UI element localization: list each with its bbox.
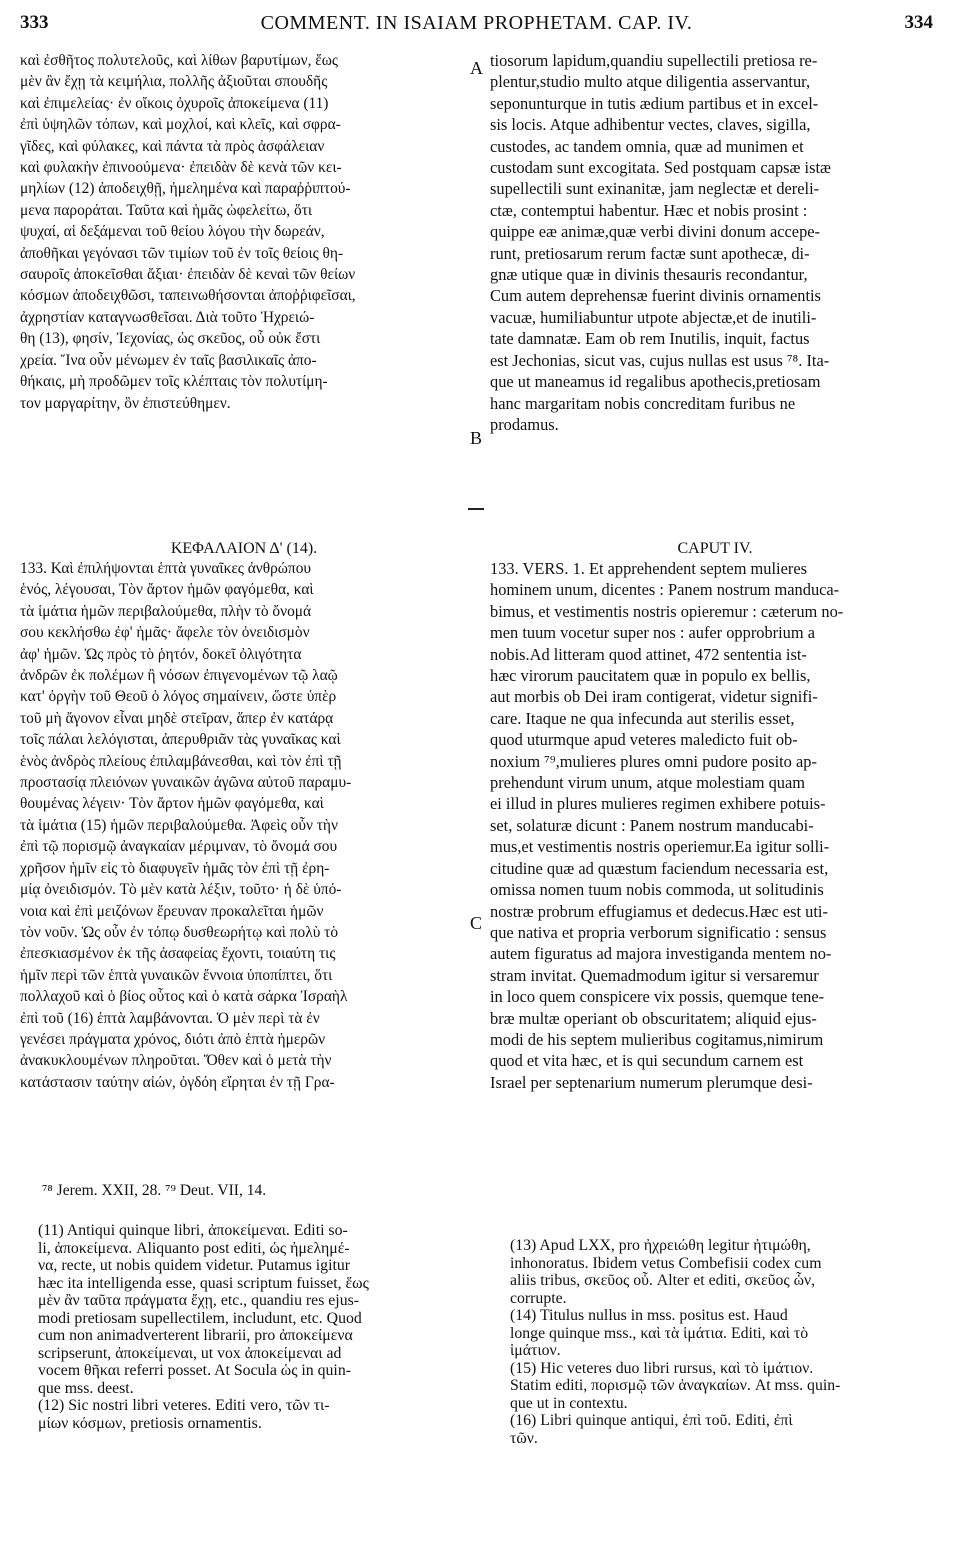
text-line: men tuum vocetur super nos : aufer opprobrium a [490,623,815,643]
text-line: corrupte. [510,1289,567,1307]
text-line: est Jechonias, sicut vas, cujus nullas est usus ⁷⁸. Ita- [490,350,830,370]
margin-letter-c: C [470,913,483,933]
text-line: vocem θῆκαι referri posset. At Socula ὡς in quin- [38,1362,351,1379]
text-line: li, ἀποκείμενα. Aliquanto post editi, ὡς ἠμελημέ- [38,1239,350,1257]
text-line: καὶ ἐσθῆτος πολυτελοῦς, καὶ λίθων βαρυτίμων, ἕως [20,52,338,69]
text-line: (12) Sic nostri libri veteres. Editi vero, τῶν τι- [38,1397,330,1414]
text-line: (16) Libri quinque antiqui, ἐπὶ τοῦ. Editi, ἐπὶ [510,1412,793,1429]
text-line: que nativa et propria verborum significatio : sensus [490,922,827,942]
text-line: (11) Antiqui quinque libri, ἀποκείμεναι. Editi so- [38,1222,348,1239]
text-line: Statim editi, πορισμῷ τῶν ἀναγκαίων. At mss. quin- [510,1377,841,1394]
text-line: μενα παροράται. Ταῦτα καὶ ἡμᾶς ὠφελείτω, ὅτι [20,201,313,219]
text-line: in loco quem conspicere vix possis, quemque tene- [490,987,825,1007]
text-line: modi de his septem mulieribus cogitamus,nimirum [490,1029,824,1049]
text-line: hæc virorum paucitatem quæ in populo ex bellis, [490,666,811,686]
text-line: ἐπὶ τῷ πορισμῷ ἀναγκαίαν μέριμναν, τὸ ὄνομά σου [20,838,338,856]
text-line: τοῖς πάλαι λελόγισται, ἀπερυθριᾶν τὰς γυναῖκας καὶ [20,731,341,749]
text-line: que mss. deest. [38,1379,134,1397]
text-line: ctæ, contemptui habentur. Hæc et nobis prosint : [490,200,808,220]
text-line: modi pretiosam supellectilem, includunt, etc. Quod [38,1309,362,1327]
text-line: nostræ probrum effugiamus et dedecus.Hæc est uti- [490,901,828,921]
text-line: σαυροῖς ἀποκεῖσθαι ἄξιαι· ἐπειδὰν δὲ κεναὶ τῶν θείων [20,266,356,284]
greek-chapter-heading: ΚΕΦΑΛΑΙΟΝ Δ' (14). [170,540,318,557]
text-line: ei illud in plures mulieres regimen exhibere potuis- [490,794,826,814]
text-line: τον μαργαρίτην, ὃν ἐπιστεύθημεν. [20,394,231,412]
text-line: gnæ utique quæ in divinis thesauris recondantur, [490,265,808,285]
section-divider [468,508,484,510]
text-line: prehendunt virum unum, atque molestiam quam [490,773,805,793]
text-line: prodamus. [490,414,559,434]
text-line: supellectili sunt exinanitæ, jam neglectæ et dereli- [490,179,820,199]
text-line: γενέσει πράγματα χρόνος, διότι ἀπὸ ἑπτὰ ἡμερῶν [20,1030,326,1048]
notes-left-column [38,1222,458,1432]
text-line: μὲν ἂν ταῦτα πράγματα ἔχῃ, etc., quandiu res ejus- [38,1292,359,1309]
running-header [20,12,933,40]
text-line: tiosorum lapidum,quandiu supellectili pretiosa re- [490,51,818,70]
text-line: 133. VERS. 1. Et apprehendent septem mulieres [490,559,807,578]
text-line: ἑνός, λέγουσαι, Τὸν ἄρτον ἡμῶν φαγόμεθα, καὶ [20,581,314,599]
text-line: runt, pretiosarum rerum factæ sunt apothecæ, di- [490,243,810,263]
text-line: stram invitat. Quemadmodum igitur si versaremur [490,965,819,985]
text-line: autem figuratus ad majora investiganda mentem no- [490,944,832,964]
text-line: bræ multæ operiant ob obscuritatem; aliquid ejus- [490,1008,817,1028]
text-line: aut morbis ob Dei iram contigerat, videtur signifi- [490,687,818,707]
text-line: τὰ ἱμάτια (15) ἡμῶν περιβαλούμεθα. Ἀφεὶς οὖν τὴν [20,816,338,834]
text-line: ἀφ' ἡμῶν. Ὡς πρὸς τὸ ῥητόν, δοκεῖ ὀλιγότητα [20,645,302,663]
text-line: γῖδες, καὶ φύλακες, καὶ πάντα τὰ πρὸς ἀσφάλειαν [20,137,325,155]
latin-column-top [490,50,940,435]
text-line: aliis tribus, σκεῦος οὗ. Alter et editi, σκεῦος ὧν, [510,1272,816,1289]
text-line: ἐπὶ ὑψηλῶν τόπων, καὶ μοχλοί, καὶ κλεῖς, καὶ σφρα- [20,116,341,134]
greek-column-bottom [20,558,468,1093]
text-line: μίᾳ ὀνειδισμόν. Τὸ μὲν κατὰ λέξιν, τοῦτο· ἡ δὲ ὑπό- [20,881,342,899]
text-line: χρεία. Ἵνα οὖν μένωμεν ἐν ταῖς βασιλικαῖς ἀπο- [20,351,317,369]
text-line: κατάστασιν ταύτην αἰών, ὀγδόη εἴρηται ἐν τῇ Γρα- [20,1073,335,1091]
running-title: COMMENT. IN ISAIAM PROPHETAM. CAP. IV. [260,12,693,34]
text-line: hominem unum, dicentes : Panem nostrum manduca- [490,580,840,600]
text-line: custodes, ac tandem omnia, quæ ad munimen et [490,136,804,156]
text-line: μίων κόσμων, pretiosis ornamentis. [38,1414,262,1432]
text-line: scripserunt, ἀποκείμεναι, ut vox ἀποκείμεναι ad [38,1344,342,1362]
text-line: μὲν ἂν ἔχῃ τὰ κειμήλια, πολλῆς ἀξιοῦται σπουδῆς [20,73,328,91]
page-number-right: 334 [904,12,933,33]
text-line: seponunturque in tutis ædium partibus et in excel- [490,93,819,113]
text-line: hæc ita intelligenda esse, quasi scriptum fuisset, ἕως [38,1274,369,1292]
text-line: ἡμῖν περὶ τῶν ἑπτὰ γυναικῶν ἔννοια ὑποπίπτει, ὅτι [20,966,333,984]
margin-letter-b: B [470,428,483,448]
text-line: χρῆσον ἡμῖν εἰς τὸ διαφυγεῖν ἡμᾶς τὸν ἐπὶ τῇ ἐρη- [20,859,330,877]
text-line: custodam sunt excogitata. Sed postquam capsæ istæ [490,158,831,178]
text-line: ἱμάτιον. [510,1342,561,1359]
text-line: πολλαχοῦ καὶ ὁ βίος οὗτος καὶ ὁ κατὰ σάρκα Ἰσραὴλ [20,988,348,1006]
text-line: καὶ φυλακὴν ἐπινοούμενα· ἐπειδὰν δὲ κενὰ τῶν κει- [20,159,342,177]
latin-chapter-heading: CAPUT IV. [677,540,753,557]
latin-column-bottom [490,558,940,1093]
text-line: hanc margaritam nobis concreditam furibus ne [490,393,796,413]
text-line: ἐπὶ τοῦ (16) ἑπτὰ λαμβάνονται. Ὁ μὲν περὶ τὰ ἐν [20,1009,320,1027]
text-line: sis locis. Atque adhibentur vectes, claves, sigilla, [490,115,811,135]
text-line: καὶ ἐπιμελείας· ἐν οἴκοις ὀχυροῖς ἀποκείμενα (11) [20,94,329,112]
text-line: Israel per septenarium numerum plerumque desi- [490,1072,813,1092]
greek-column-top [20,50,468,414]
text-line: ἀνδρῶν ἐκ πολέμων ἢ νόσων ἐπιγενομένων τῷ λαῷ [20,667,338,685]
text-line: 133. Καὶ ἐπιλήψονται ἑπτὰ γυναῖκες ἀνθρώπου [20,560,312,577]
notes-right-column [510,1237,930,1447]
text-line: κόσμων ἀποδειχθῶσι, ταπεινωθήσονται ἀποῤῥιφεῖσαι, [20,287,356,305]
text-line: que ut in contextu. [510,1394,628,1412]
text-line: que ut maneamus id regalibus apothecis,pretiosam [490,372,821,392]
text-line: tate damnatæ. Eam ob rem Inutilis, inquit, factus [490,329,810,349]
text-line: cum non animadverterent librarii, pro ἀποκείμενα [38,1327,353,1344]
page-number-left: 333 [20,12,49,33]
text-line: quod uturmque apud veteres maledicto fuit ob- [490,730,798,750]
text-line: set, solaturæ dicunt : Panem nostrum manducabi- [490,815,814,835]
text-line: vacuæ, humiliabuntur utpote abjectæ,et de inutili- [490,307,817,327]
text-line: longe quinque mss., καὶ τὰ ἱμάτια. Editi, καὶ τὸ [510,1324,809,1342]
text-line: μηλίων (12) ἀποδειχθῇ, ἠμελημένα καὶ παραῤῥιπτού- [20,180,351,198]
text-line: ἐπεσκιασμένον ἐκ τῆς ἀσαφείας ἔχοντι, τοιαύτη τις [20,945,336,963]
text-line: (15) Hic veteres duo libri rursus, καὶ τὸ ἱμάτιον. [510,1359,814,1377]
text-line: quod et vita hæc, et is qui secundum carnem est [490,1051,804,1071]
text-line: omissa nomen tuum nobis commoda, ut solitudinis [490,880,824,900]
text-line: inhonoratus. Ibidem vetus Combefisii codex cum [510,1254,822,1272]
text-line: ἑνὸς ἀνδρὸς πλείους ἐπιλαμβάνεσθαι, καὶ τὸν ἐπὶ τῇ [20,752,342,770]
text-line: ψυχαί, αἱ δεξάμεναι τοῦ θείου λόγου τὴν δωρεάν, [20,223,325,241]
text-line: mus,et vestimentis nostris operiemur.Ea igitur solli- [490,837,830,857]
text-line: ἀνακυκλουμένων πληροῦται. Ὅθεν καὶ ὁ μετὰ τὴν [20,1052,332,1070]
text-line: Cum autem deprehensæ fuerint divinis ornamentis [490,286,821,306]
text-line: σου κεκλήσθω ἐφ' ἡμᾶς· ἄφελε τὸν ὀνειδισμὸν [20,624,310,642]
text-line: θη (13), φησίν, Ἰεχονίας, ὡς σκεῦος, οὗ οὐκ ἔστι [20,330,321,348]
scripture-references: ⁷⁸ Jerem. XXII, 28. ⁷⁹ Deut. VII, 14. [42,1182,267,1199]
text-line: care. Itaque ne qua infecunda aut sterilis esset, [490,708,795,728]
text-line: τῶν. [510,1429,538,1447]
text-line: τὰ ἱμάτια ἡμῶν περιβαλούμεθα, πλὴν τὸ ὄνομά [20,602,312,620]
text-line: να, recte, ut nobis quidem videtur. Putamus igitur [38,1257,351,1274]
text-line: citudine quæ ad quæstum faciendum necessaria est, [490,858,829,878]
text-line: θήκαις, μὴ προδῶμεν τοῖς κλέπταις τὸν πολυτίμη- [20,373,328,391]
text-line: (14) Titulus nullus in mss. positus est. Haud [510,1307,788,1324]
text-line: (13) Apud LXX, pro ἠχρειώθη legitur ἠτιμώθη, [510,1237,811,1254]
text-line: τοῦ μὴ ἄγονον εἶναι μηδὲ στεῖραν, ἅπερ ἐν κατάρᾳ [20,709,334,727]
text-line: ἀποθῆκαι γεγόνασι τῶν τιμίων τοῦ ἐν τοῖς θείοις θη- [20,244,344,262]
text-line: quippe eæ animæ,quæ verbi divini donum accepe- [490,222,821,242]
text-line: ἀχρηστίαν καταγνωσθεῖσαι. Διὰ τοῦτο Ἠχρειώ- [20,308,315,326]
text-line: plentur,studio multo atque diligentia asservantur, [490,72,811,92]
text-line: nobis.Ad litteram quod attinet, 472 sententia ist- [490,644,807,664]
text-line: νοια καὶ ἐπὶ μειζόνων ἔρευναν προκαλεῖται ἡμῶν [20,902,324,920]
text-line: θουμένας λέγειν· Τὸν ἄρτον ἡμῶν φαγόμεθα, καὶ [20,795,324,813]
text-line: προστασίᾳ πλειόνων γυναικῶν ἀγῶνα αὐτοῦ παραμυ- [20,774,352,792]
margin-letter-a: A [470,58,483,78]
text-line: τὸν νοῦν. Ὡς οὖν ἐν τόπῳ δυσθεωρήτῳ καὶ πολὺ τὸ [20,923,339,941]
text-line: bimus, et vestimentis nostris opieremur : cæterum no- [490,601,844,621]
text-line: κατ' ὀργὴν τοῦ Θεοῦ ὁ λόγος σημαίνειν, ὥστε ὑπὲρ [20,688,337,706]
text-line: noxium ⁷⁹,mulieres plures omni pudore posito ap- [490,751,817,771]
